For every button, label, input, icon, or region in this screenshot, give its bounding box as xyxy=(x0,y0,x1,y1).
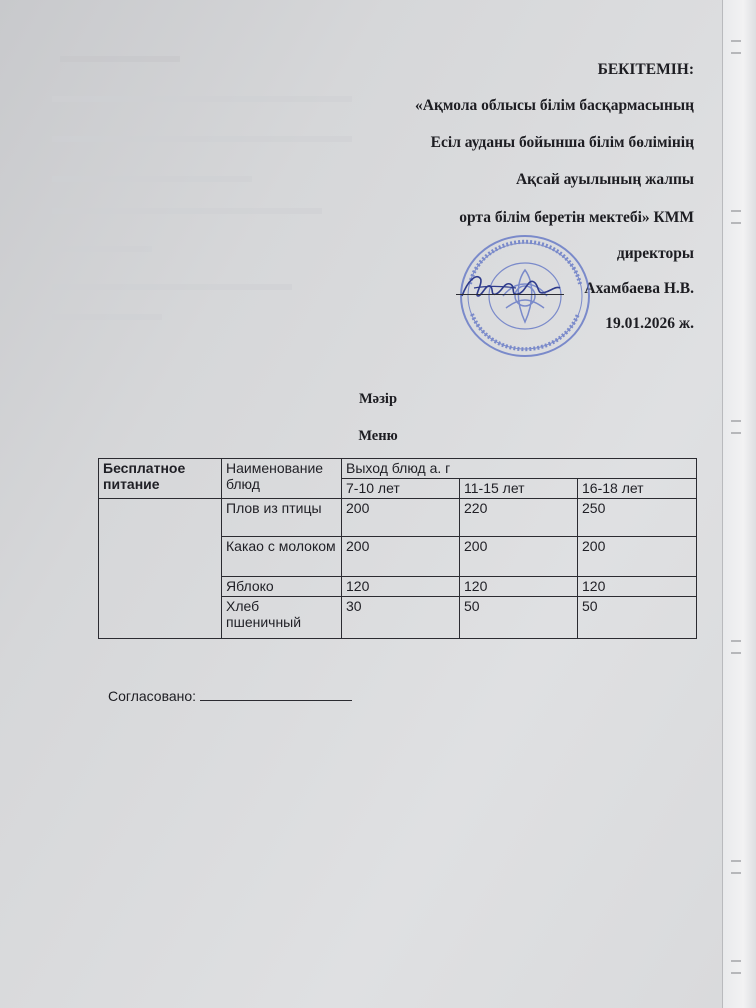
portion-value: 250 xyxy=(578,499,697,537)
showthrough-mark xyxy=(52,176,252,182)
showthrough-mark xyxy=(52,96,352,102)
portion-value: 120 xyxy=(342,577,460,597)
portion-value: 200 xyxy=(342,537,460,577)
menu-table xyxy=(98,458,697,639)
showthrough-mark xyxy=(52,208,322,214)
approval-line-3: Ақсай ауылының жалпы xyxy=(515,171,694,188)
portion-value: 220 xyxy=(460,499,578,537)
title-russian: Меню xyxy=(358,428,398,444)
portion-value: 50 xyxy=(578,597,697,639)
approval-line-1: «Ақмола облысы білім басқармасының xyxy=(415,97,694,114)
empty-cell xyxy=(99,499,222,639)
approval-heading: БЕКІТЕМІН: xyxy=(597,61,694,78)
showthrough-mark xyxy=(52,284,292,290)
approval-line-2: Есіл ауданы бойынша білім бөлімінің xyxy=(430,134,694,151)
header-portion-output: Выход блюд а. г xyxy=(342,459,697,479)
portion-value: 200 xyxy=(578,537,697,577)
binder-edge xyxy=(722,0,756,1008)
header-free-meals: Бесплатное питание xyxy=(99,459,222,499)
dish-name: Хлеб пшеничный xyxy=(222,597,342,639)
approval-date: 19.01.2026 ж. xyxy=(605,315,694,332)
portion-value: 120 xyxy=(460,577,578,597)
showthrough-mark xyxy=(52,136,352,142)
agreed-section xyxy=(108,688,352,704)
agreed-signature-line xyxy=(200,688,352,701)
signer-name: Ахамбаева Н.В. xyxy=(584,280,694,297)
dish-name: Какао с молоком xyxy=(222,537,342,577)
approval-line-5: директоры xyxy=(616,245,694,262)
showthrough-mark xyxy=(52,246,152,252)
table-row xyxy=(99,499,697,537)
portion-value: 50 xyxy=(460,597,578,639)
header-age-7-10: 7-10 лет xyxy=(342,479,460,499)
portion-value: 200 xyxy=(460,537,578,577)
dish-name: Плов из птицы xyxy=(222,499,342,537)
header-dish-name: Наименование блюд xyxy=(222,459,342,499)
header-age-11-15: 11-15 лет xyxy=(460,479,578,499)
portion-value: 120 xyxy=(578,577,697,597)
showthrough-mark xyxy=(60,56,180,62)
agreed-label: Согласовано: xyxy=(108,688,197,704)
portion-value: 200 xyxy=(342,499,460,537)
signature-line xyxy=(456,294,564,295)
signature-icon xyxy=(456,266,566,306)
dish-name: Яблоко xyxy=(222,577,342,597)
header-age-16-18: 16-18 лет xyxy=(578,479,697,499)
showthrough-mark xyxy=(52,314,162,320)
portion-value: 30 xyxy=(342,597,460,639)
approval-line-4: орта білім беретін мектебі» КММ xyxy=(459,209,694,226)
title-kazakh: Мәзір xyxy=(358,391,398,407)
